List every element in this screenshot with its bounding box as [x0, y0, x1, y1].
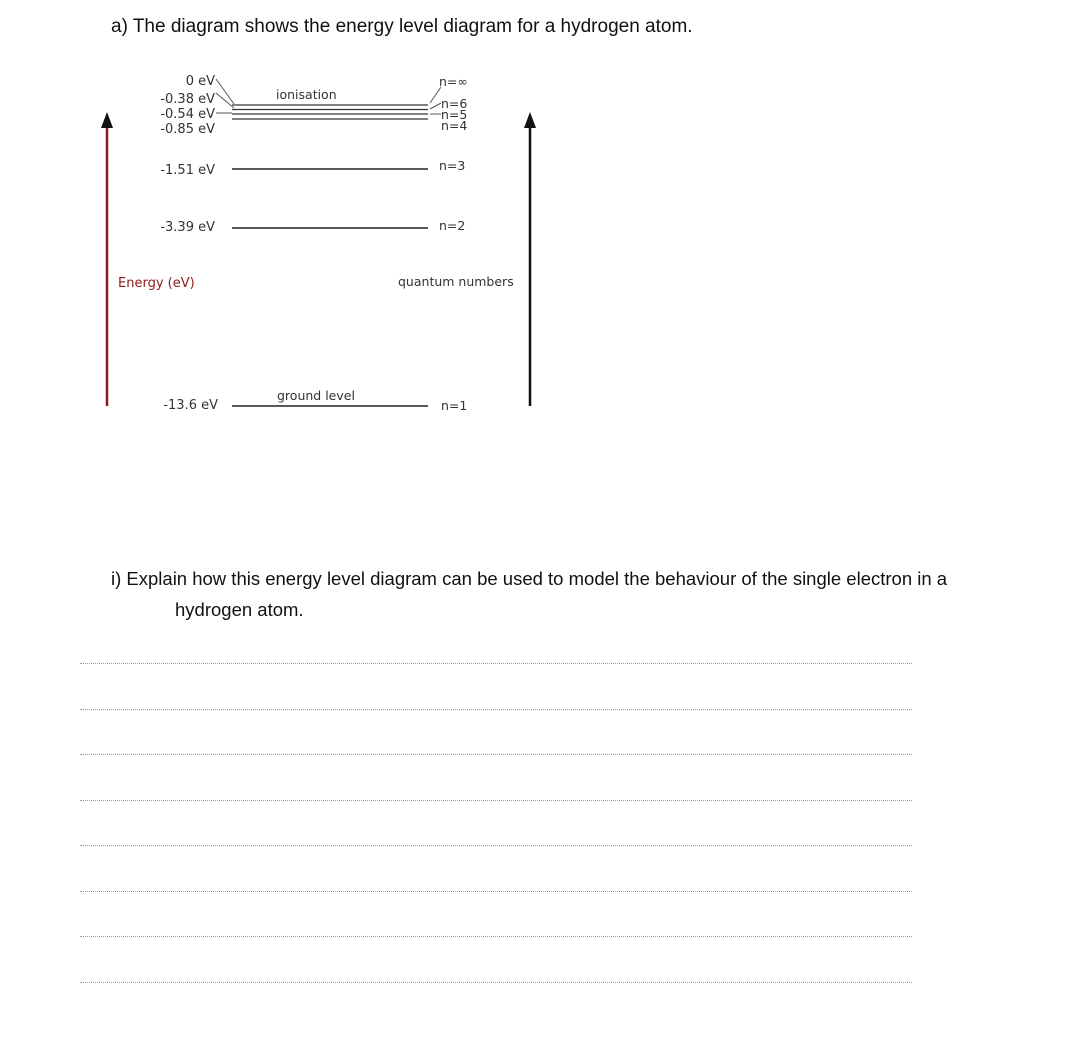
answer-line[interactable] — [80, 982, 912, 983]
answer-line[interactable] — [80, 891, 912, 892]
quantum-axis-arrow — [524, 112, 536, 406]
question-heading: a) The diagram shows the energy level diagram for a hydrogen atom. — [111, 16, 693, 37]
energy-axis-arrow — [101, 112, 113, 406]
energy-label-n3: -1.51 eV — [160, 163, 215, 178]
n-label-n2: n=2 — [439, 218, 466, 233]
subquestion-text — [111, 563, 1011, 625]
answer-line[interactable] — [80, 754, 912, 755]
n-label-n1: n=1 — [441, 398, 468, 413]
answer-lines[interactable] — [80, 663, 912, 1027]
energy-label-n1: -13.6 eV — [163, 398, 218, 413]
answer-line[interactable] — [80, 800, 912, 801]
energy-label-inf: 0 eV — [185, 74, 215, 89]
energy-label-n2: -3.39 eV — [160, 220, 215, 235]
energy-label-n6: -0.38 eV — [160, 92, 215, 107]
subquestion-line-1: i) Explain how this energy level diagram can be used to model the behaviour of the single electron in a — [111, 568, 948, 589]
n-label-inf: n=∞ — [439, 74, 468, 89]
energy-axis-label: Energy (eV) — [118, 276, 195, 291]
answer-line[interactable] — [80, 709, 912, 710]
n-label-n6: n=6 — [441, 96, 468, 111]
answer-line[interactable] — [80, 663, 912, 664]
ionisation-label: ionisation — [276, 87, 337, 102]
ground-level-label: ground level — [277, 388, 355, 403]
n-label-n4: n=4 — [441, 118, 468, 133]
answer-line[interactable] — [80, 845, 912, 846]
n-label-n5: n=5 — [441, 107, 468, 122]
subquestion-line-2: hydrogen atom. — [175, 599, 304, 620]
quantum-axis-label: quantum numbers — [398, 274, 514, 289]
n-label-n3: n=3 — [439, 158, 466, 173]
answer-line[interactable] — [80, 936, 912, 937]
energy-label-n4: -0.85 eV — [160, 122, 215, 137]
energy-label-n5: -0.54 eV — [160, 107, 215, 122]
